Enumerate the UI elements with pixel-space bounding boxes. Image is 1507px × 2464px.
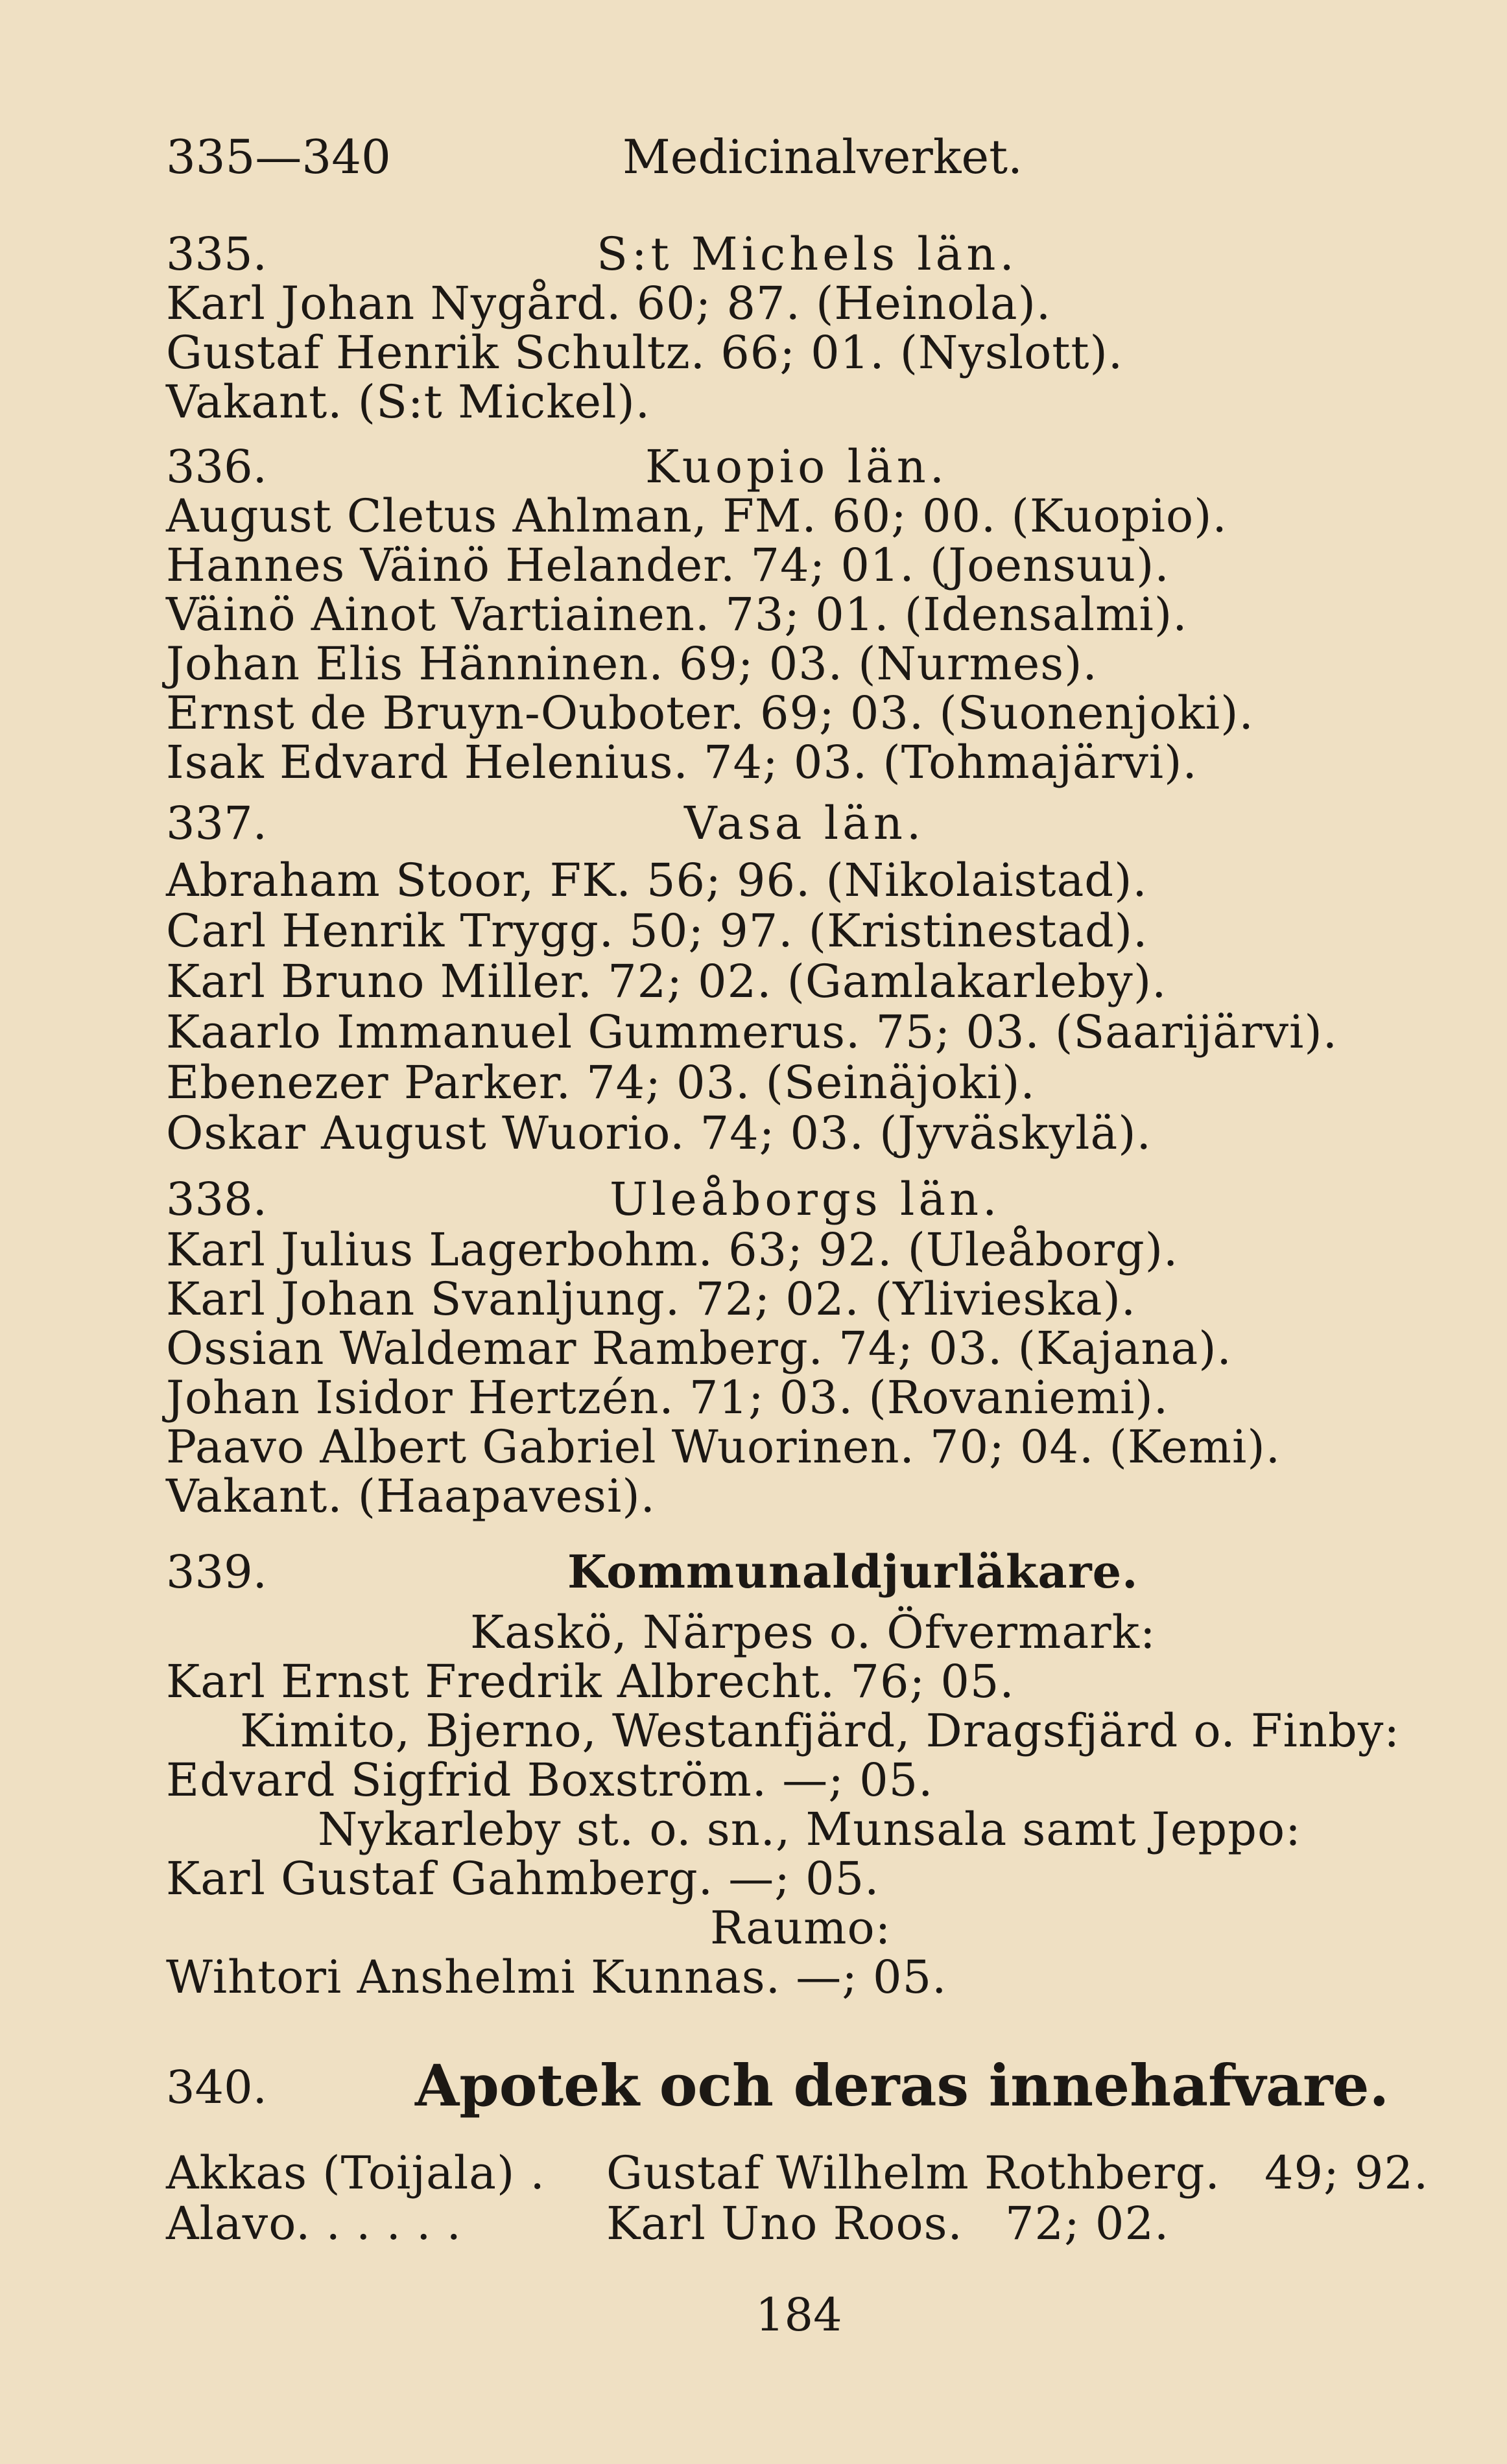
- section-title-340: Apotek och deras innehafvare.: [415, 2052, 1390, 2119]
- running-title: Medicinalverket.: [623, 130, 1023, 184]
- entry-line: Karl Julius Lagerbohm. 63; 92. (Uleåborg).: [166, 1223, 1179, 1276]
- entry-line: Edvard Sigfrid Boxström. —; 05.: [166, 1754, 934, 1807]
- entry-line: Paavo Albert Gabriel Wuorinen. 70; 04. (Kemi).: [166, 1420, 1281, 1473]
- entry-line: Kaarlo Immanuel Gummerus. 75; 03. (Saarijärvi).: [166, 1005, 1338, 1059]
- entry-line: Karl Ernst Fredrik Albrecht. 76; 05.: [166, 1655, 1015, 1708]
- pharmacy-owner: Karl Uno Roos.: [606, 2197, 963, 2250]
- entry-line: Karl Gustaf Gahmberg. —; 05.: [166, 1852, 880, 1905]
- district-heading: Kaskö, Närpes o. Öfvermark:: [470, 1606, 1156, 1659]
- district-heading: Kimito, Bjerno, Westanfjärd, Dragsfjärd o. Finby:: [240, 1704, 1400, 1757]
- pharmacy-owner: Gustaf Wilhelm Rothberg.: [606, 2146, 1220, 2200]
- section-title-335: S:t Michels län.: [597, 228, 1018, 281]
- entry-line: Johan Elis Hänninen. 69; 03. (Nurmes).: [166, 637, 1098, 690]
- entry-line: Karl Bruno Miller. 72; 02. (Gamlakarleby).: [166, 955, 1167, 1008]
- entry-line: Johan Isidor Hertzén. 71; 03. (Rovaniemi).: [166, 1371, 1169, 1424]
- entry-line: Isak Edvard Helenius. 74; 03. (Tohmajärvi).: [166, 736, 1198, 789]
- entry-line: Vakant. (Haapavesi).: [166, 1470, 656, 1523]
- section-number-336: 336.: [166, 440, 267, 493]
- pharmacy-place: Alavo. . . . . .: [166, 2197, 462, 2250]
- section-title-339: Kommunaldjurläkare.: [567, 1545, 1139, 1599]
- section-number-335: 335.: [166, 228, 267, 281]
- section-number-337: 337.: [166, 797, 267, 850]
- entry-line: Vakant. (S:t Mickel).: [166, 375, 651, 428]
- entry-line: Väinö Ainot Vartiainen. 73; 01. (Idensalmi).: [166, 588, 1188, 641]
- entry-line: Ebenezer Parker. 74; 03. (Seinäjoki).: [166, 1056, 1036, 1109]
- section-title-337: Vasa län.: [684, 797, 925, 850]
- district-heading: Nykarleby st. o. sn., Munsala samt Jeppo:: [318, 1803, 1301, 1856]
- entry-line: Karl Johan Svanljung. 72; 02. (Ylivieska).: [166, 1273, 1137, 1326]
- entry-line: Carl Henrik Trygg. 50; 97. (Kristinestad).: [166, 904, 1148, 957]
- pharmacy-years: 72; 02.: [1005, 2197, 1170, 2250]
- entry-line: Hannes Väinö Helander. 74; 01. (Joensuu).: [166, 539, 1170, 592]
- entry-line: Abraham Stoor, FK. 56; 96. (Nikolaistad).: [166, 854, 1148, 907]
- section-number-339: 339.: [166, 1545, 267, 1599]
- pharmacy-place: Akkas (Toijala) .: [166, 2146, 545, 2200]
- section-number-340: 340.: [166, 2061, 267, 2114]
- entry-line: Wihtori Anshelmi Kunnas. —; 05.: [166, 1951, 947, 2004]
- entry-line: Karl Johan Nygård. 60; 87. (Heinola).: [166, 277, 1052, 330]
- page-number: 184: [755, 2288, 842, 2341]
- district-heading: Raumo:: [710, 1901, 892, 1954]
- section-title-336: Kuopio län.: [645, 440, 949, 493]
- section-title-338: Uleåborgs län.: [610, 1173, 1001, 1226]
- entry-line: Ernst de Bruyn-Ouboter. 69; 03. (Suonenjoki).: [166, 686, 1254, 740]
- pharmacy-years: 49; 92.: [1264, 2146, 1429, 2200]
- entry-line: Gustaf Henrik Schultz. 66; 01. (Nyslott).: [166, 326, 1124, 379]
- section-number-338: 338.: [166, 1173, 267, 1226]
- entry-line: Oskar August Wuorio. 74; 03. (Jyväskylä).: [166, 1107, 1152, 1160]
- entry-line: Ossian Waldemar Ramberg. 74; 03. (Kajana).: [166, 1322, 1232, 1375]
- page-range: 335—340: [166, 130, 391, 184]
- entry-line: August Cletus Ahlman, FM. 60; 00. (Kuopio).: [166, 489, 1228, 543]
